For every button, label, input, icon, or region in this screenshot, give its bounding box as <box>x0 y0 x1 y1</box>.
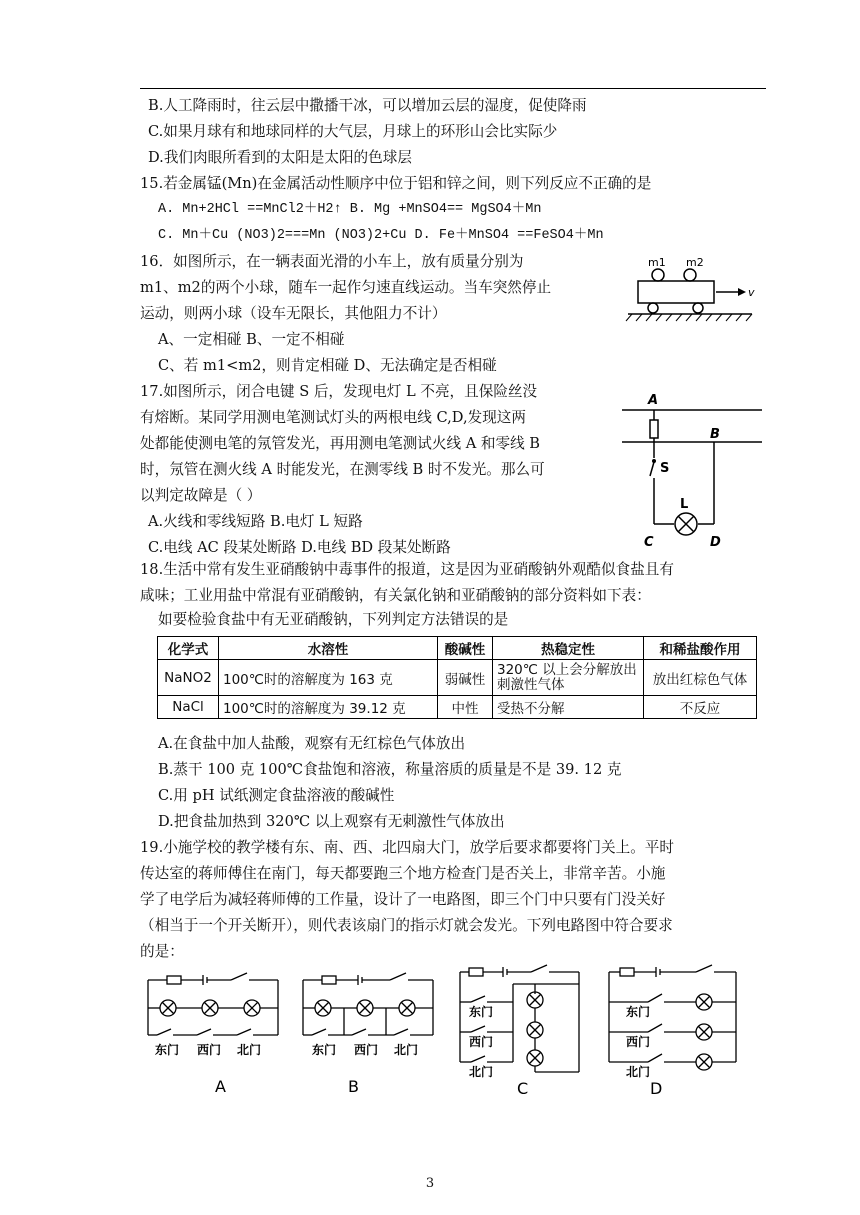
q17-stem-2: 有熔断。某同学用测电笔测试灯头的两根电线 C,D,发现这两 <box>140 409 526 426</box>
door-label-north: 北门 <box>469 1065 494 1079</box>
fuse <box>650 420 658 438</box>
q17-stem-3: 处都能使测电笔的氖管发光，再用测电笔测试火线 A 和零线 B <box>140 435 541 452</box>
door-label-west: 西门 <box>197 1043 222 1057</box>
table-row <box>158 660 757 696</box>
q16-stem-1: 16．如图所示，在一辆表面光滑的小车上，放有质量分别为 <box>140 253 524 270</box>
label-L: L <box>680 497 689 512</box>
q17-stem-1: 17.如图所示，闭合电键 S 后，发现电灯 L 不亮，且保险丝没 <box>140 383 538 400</box>
table-header-cell: 和稀盐酸作用 <box>644 637 757 660</box>
table-cell: 受热不分解 <box>493 696 644 719</box>
q14-option-d: D.我们肉眼所看到的太阳是太阳的色球层 <box>148 149 412 166</box>
q18-option-a: A.在食盐中加人盐酸，观察有无红棕色气体放出 <box>158 735 466 752</box>
circuit-option-a <box>143 972 283 1096</box>
q15-options-cd: C. Mn＋Cu (NO3)2===Mn (NO3)2+Cu D. Fe＋MnSO4 ==FeSO4＋Mn <box>158 228 604 243</box>
velocity-arrow <box>738 288 746 296</box>
door-label-east: 东门 <box>312 1043 337 1057</box>
table-cell: 中性 <box>438 696 493 719</box>
q19-stem-5: 的是： <box>140 943 184 960</box>
q16-stem-3: 运动，则两小球（设车无限长，其他阻力不计） <box>140 305 447 322</box>
q18-option-c: C.用 pH 试纸测定食盐溶液的酸碱性 <box>158 787 395 804</box>
q15-options-ab: A. Mn+2HCl ==MnCl2＋H2↑ B. Mg +MnSO4== MgSO4＋Mn <box>158 202 542 217</box>
label-v: v <box>748 286 755 299</box>
label-D: D <box>710 535 721 550</box>
sodium-data-table <box>157 636 757 719</box>
wheel-right <box>693 303 703 313</box>
label-m1: m1 <box>648 256 666 269</box>
q16-options-cd: C、若 m1<m2，则肯定相碰 D、无法确定是否相碰 <box>158 357 497 374</box>
table-cell: 100℃时的溶解度为 39.12 克 <box>219 696 438 719</box>
table-cell: 弱碱性 <box>438 660 493 696</box>
q18-option-d: D.把食盐加热到 320℃ 以上观察有无刺激性气体放出 <box>158 813 505 830</box>
table-cell: 320℃ 以上会分解放出刺激性气体 <box>493 660 644 696</box>
door-label-west: 西门 <box>626 1035 651 1049</box>
table-header-cell: 水溶性 <box>219 637 438 660</box>
circuit-option-d <box>604 964 744 1098</box>
table-header-cell: 热稳定性 <box>493 637 644 660</box>
ball-m2 <box>684 269 696 281</box>
q19-stem-4: （相当于一个开关断开），则代表该扇门的指示灯就会发光。下列电路图中符合要求 <box>140 917 673 934</box>
table-header-cell: 化学式 <box>158 637 219 660</box>
cart-figure <box>620 254 760 330</box>
door-label-west: 西门 <box>354 1043 379 1057</box>
table-row <box>158 696 757 719</box>
door-label-north: 北门 <box>626 1065 651 1079</box>
switch-S <box>650 462 654 476</box>
q16-stem-2: m1、m2的两个小球，随车一起作匀速直线运动。当车突然停止 <box>140 279 552 296</box>
q17-stem-5: 以判定故障是（ ） <box>140 487 262 504</box>
q16-options-ab: A、一定相碰 B、一定不相碰 <box>158 331 345 348</box>
option-a-label: A <box>215 1077 226 1096</box>
q18-stem-1: 18.生活中常有发生亚硝酸钠中毒事件的报道，这是因为亚硝酸钠外观酷似食盐且有 <box>140 561 674 578</box>
circuit-figure-17 <box>614 388 766 550</box>
table-cell: NaNO2 <box>158 660 219 696</box>
table-cell: 放出红棕色气体 <box>644 660 757 696</box>
table-header-row <box>158 637 757 660</box>
q14-option-b: B.人工降雨时，往云层中撒播干冰，可以增加云层的湿度，促使降雨 <box>148 97 587 114</box>
door-label-north: 北门 <box>394 1043 419 1057</box>
option-b-label: B <box>348 1077 359 1096</box>
wheel-left <box>648 303 658 313</box>
page-number: 3 <box>425 1176 435 1191</box>
q17-options-ab: A.火线和零线短路 B.电灯 L 短路 <box>148 513 363 530</box>
ball-m1 <box>652 269 664 281</box>
door-label-east: 东门 <box>469 1005 494 1019</box>
table-cell: 100℃时的溶解度为 163 克 <box>219 660 438 696</box>
label-S: S <box>660 461 670 476</box>
header-rule <box>140 88 766 89</box>
q14-option-c: C.如果月球有和地球同样的大气层，月球上的环形山会比实际少 <box>148 123 558 140</box>
table-cell: NaCl <box>158 696 219 719</box>
label-B: B <box>710 427 720 442</box>
q18-stem-2: 咸味；工业用盐中常混有亚硝酸钠，有关氯化钠和亚硝酸钠的部分资料如下表： <box>140 587 651 604</box>
q19-stem-3: 学了电学后为减轻蒋师傅的工作量，设计了一电路图，即三个门中只要有门没关好 <box>140 891 666 908</box>
table-cell: 不反应 <box>644 696 757 719</box>
q17-options-cd: C.电线 AC 段某处断路 D.电线 BD 段某处断路 <box>148 539 451 556</box>
label-m2: m2 <box>686 256 704 269</box>
door-label-west: 西门 <box>469 1035 494 1049</box>
cart-body <box>638 281 714 303</box>
q17-stem-4: 时，氖管在测火线 A 时能发光，在测零线 B 时不发光。那么可 <box>140 461 545 478</box>
label-C: C <box>644 535 654 550</box>
circuit-option-c <box>455 964 587 1098</box>
q19-stem-2: 传达室的蒋师傅住在南门，每天都要跑三个地方检查门是否关上，非常辛苦。小施 <box>140 865 666 882</box>
table-header-cell: 酸碱性 <box>438 637 493 660</box>
label-A: A <box>648 393 659 408</box>
q15-stem: 15.若金属锰(Mn)在金属活动性顺序中位于铝和锌之间，则下列反应不正确的是 <box>140 175 652 192</box>
door-label-east: 东门 <box>155 1043 180 1057</box>
circuit-option-b <box>298 972 438 1096</box>
door-label-north: 北门 <box>237 1043 262 1057</box>
q18-stem-3: 如要检验食盐中有无亚硝酸钠，下列判定方法错误的是 <box>158 611 509 628</box>
q18-option-b: B.蒸干 100 克 100℃食盐饱和溶液，称量溶质的质量是不是 39. 12 克 <box>158 761 622 778</box>
q19-stem-1: 19.小施学校的教学楼有东、南、西、北四扇大门，放学后要求都要将门关上。平时 <box>140 839 674 856</box>
door-label-east: 东门 <box>626 1005 651 1019</box>
option-c-label: C <box>517 1079 529 1098</box>
option-d-label: D <box>650 1079 663 1098</box>
